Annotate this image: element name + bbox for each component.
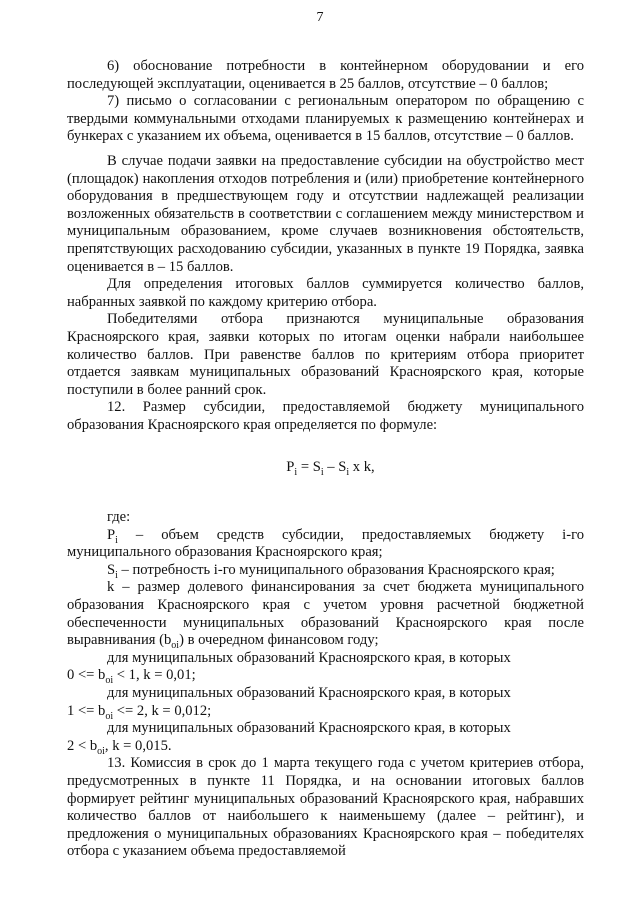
definition-k-end: ) в очередном финансовом году;: [179, 632, 379, 649]
formula-s1-subscript: i: [320, 467, 324, 479]
paragraph-total-score: Для определения итоговых баллов суммируется количество баллов, набранных заявкой по каждому критерию отбора.: [67, 276, 584, 310]
definition-si: [67, 562, 584, 580]
paragraph-winners: Победителями отбора признаются муниципальные образования Красноярского края, заявки которых по итогам оценки набрали наибольшее количество баллов. При равенстве баллов по критериям отбора приоритет отдается заявкам муниципальных образований Красноярского края, которые поступили в более ранний срок.: [67, 311, 584, 398]
case-2-condition: [67, 703, 584, 721]
subsidy-formula: [67, 459, 584, 477]
case-3-subscript: oi: [97, 745, 105, 757]
case-1-label: для муниципальных образований Красноярского края, в которых: [107, 649, 511, 666]
formula-p-subscript: i: [294, 467, 298, 479]
paragraph-where: где:: [107, 509, 131, 526]
paragraph-prior-year-case: В случае подачи заявки на предоставление субсидии на обустройство мест (площадок) накопления отходов потребления и (или) приобретение контейнерного оборудования в предшествующем году и отсутствии надлежащей реализации возложенных обязательств в соответствии с соглашением между министерством и муниципальным образованием, кроме случаев возникновения обстоятельств, препятствующих расходованию субсидии, указанных в пункте 19 Порядка, заявка оценивается в – 15 баллов.: [67, 152, 584, 275]
definition-k: [67, 579, 584, 652]
case-1-cond-a: 0 <= b: [67, 667, 106, 684]
case-3-condition: [67, 738, 584, 756]
case-2-label: для муниципальных образований Красноярского края, в которых: [107, 685, 511, 701]
definition-si-subscript: i: [115, 569, 118, 581]
definition-k-subscript: oi: [171, 640, 180, 652]
case-3-label: для муниципальных образований Красноярского края, в которых: [107, 720, 511, 737]
formula-s2: S: [338, 459, 347, 476]
paragraph-item-6: 6) обоснование потребности в контейнерном оборудовании и его последующей эксплуатации, оценивается в 25 баллов, отсутствие – 0 баллов;: [67, 58, 584, 92]
formula-s2-subscript: i: [346, 467, 350, 479]
paragraph-item-13: 13. Комиссия в срок до 1 марта текущего года с учетом критериев отбора, предусмотренных в пункте 11 Порядка, и на основании итоговых баллов формирует рейтинг муниципальных образований Красноярского края, набравших количество баллов от наибольшего к наименьшему (далее – рейтинг), и предложения о муниципальных образованиях Красноярского края – победителях отбора с указанием объема предоставляемой: [67, 755, 584, 860]
page-number: 7: [316, 10, 324, 25]
formula-p: P: [286, 459, 295, 476]
paragraph-item-7: 7) письмо о согласовании с региональным оператором по обращению с твердыми коммунальными отходами планируемых к размещению контейнерах и бункерах с указанием их объема, оценивается в 15 баллов, отсутствие – 0 баллов.: [67, 93, 584, 145]
formula-s1: S: [312, 459, 321, 476]
case-3-cond-a: 2 < b: [67, 737, 98, 754]
definition-pi: [67, 527, 584, 562]
case-1-cond-b: < 1, k = 0,01;: [113, 667, 196, 684]
definition-pi-subscript: i: [115, 534, 118, 546]
definition-si-symbol: S: [107, 561, 116, 578]
case-3-cond-b: , k = 0,015.: [104, 737, 172, 754]
paragraph-gap: [67, 146, 584, 153]
formula-tail: x k,: [349, 459, 375, 476]
definition-k-text: k – размер долевого финансирования за счет бюджета муниципального образования Красноярского края с учетом уровня расчетной бюджетной обеспеченности муниципальных образований Красноярского края после выравнивания (b: [67, 579, 584, 649]
case-2-subscript: oi: [105, 710, 114, 722]
formula-equals: =: [297, 459, 313, 476]
case-2-cond-b: <= 2, k = 0,012;: [113, 702, 212, 719]
case-1-condition: [67, 667, 584, 685]
definition-pi-text: – объем средств субсидии, предоставляемых бюджету i-го муниципального образования Красноярского края;: [67, 526, 584, 561]
definition-si-text: – потребность i-го муниципального образования Красноярского края;: [117, 561, 555, 578]
formula-minus: –: [323, 459, 339, 476]
case-2-cond-a: 1 <= b: [67, 702, 106, 719]
case-1-subscript: oi: [105, 675, 114, 687]
document-body: [67, 58, 584, 861]
definition-pi-symbol: P: [107, 526, 116, 543]
paragraph-item-12: 12. Размер субсидии, предоставляемой бюджету муниципального образования Красноярского края определяется по формуле:: [67, 399, 584, 433]
